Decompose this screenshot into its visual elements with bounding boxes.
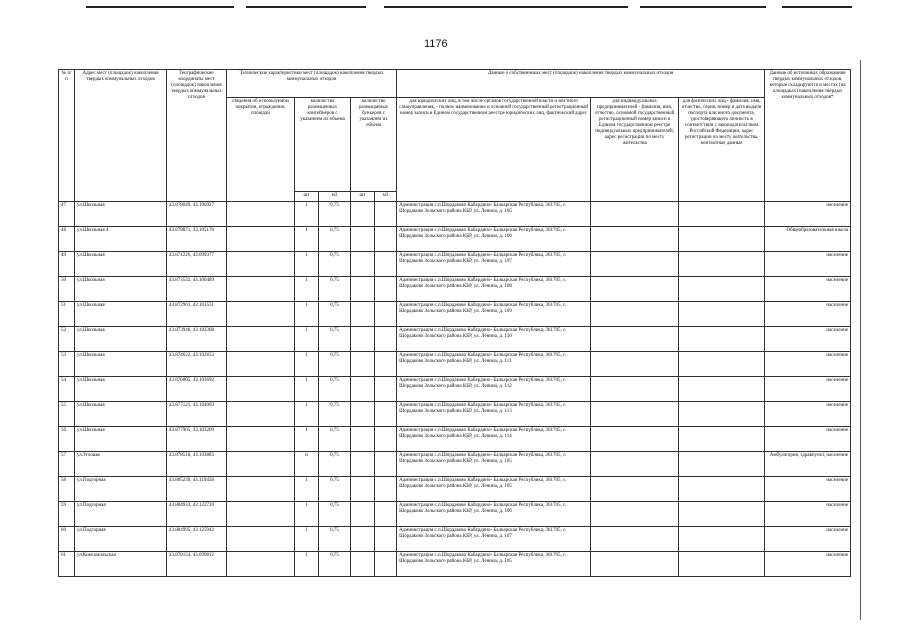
table-row: [59, 202, 851, 227]
row-owner-person: [679, 552, 765, 577]
scan-edge-line: [86, 6, 234, 8]
unit-m3: м3: [375, 192, 397, 202]
row-container-volume: 0,75: [319, 227, 351, 252]
row-container-count: 1: [295, 502, 319, 527]
table-row: [59, 477, 851, 502]
row-container-count: 1: [295, 252, 319, 277]
row-coverage: [227, 377, 295, 402]
row-bunker-count: [351, 377, 375, 402]
row-coords: 43.872961, 43.101551: [167, 302, 227, 327]
row-owner-ip: [591, 327, 679, 352]
header-owner-person: для физических лиц - фамилия, имя, отчество, серия, номер и дата выдачи паспорта или иного документа, удостоверяющего личность в соответствии с законодательством Российской Федерации, адрес регистрации по месту жительства, контактные данные: [679, 98, 765, 202]
row-container-count: 1: [295, 302, 319, 327]
row-coverage: [227, 277, 295, 302]
scan-edge-line: [246, 6, 366, 8]
row-owner-person: [679, 227, 765, 252]
table-row: [59, 227, 851, 252]
row-container-volume: 0,75: [319, 502, 351, 527]
row-coverage: [227, 502, 295, 527]
table-row: [59, 327, 851, 352]
row-owner-ip: [591, 352, 679, 377]
row-bunker-volume: [375, 252, 397, 277]
row-bunker-volume: [375, 502, 397, 527]
table-row: [59, 527, 851, 552]
row-coverage: [227, 327, 295, 352]
row-address: ул.Школьная: [75, 327, 167, 352]
row-coverage: [227, 227, 295, 252]
waste-sites-table: [58, 69, 851, 577]
row-coverage: [227, 527, 295, 552]
row-source: Амбулатория, здравпункт, население: [765, 452, 851, 477]
row-owner-ip: [591, 402, 679, 427]
row-bunker-volume: [375, 277, 397, 302]
row-bunker-count: [351, 352, 375, 377]
row-owner-person: [679, 527, 765, 552]
row-coverage: [227, 352, 295, 377]
row-bunker-volume: [375, 302, 397, 327]
table-row: [59, 377, 851, 402]
row-coords: 43.873946, 43.102308: [167, 327, 227, 352]
table-row: [59, 552, 851, 577]
row-address: ул.Угловая: [75, 452, 167, 477]
header-bunkers: количество размещаемых бункеров с указанием их объема: [351, 98, 397, 192]
row-owner-ip: [591, 277, 679, 302]
row-container-count: 1: [295, 327, 319, 352]
row-owner-legal: Администрация с.п.Шордаково Кабардино- Балкарская Республика, 361705, с. Шордаково Зольского района КБР, ул. Ленина, д. 110: [397, 327, 591, 352]
table-row: [59, 452, 851, 477]
row-number: 48: [59, 227, 75, 252]
row-bunker-volume: [375, 477, 397, 502]
table-row: [59, 277, 851, 302]
row-container-count: 1: [295, 352, 319, 377]
row-container-count: 6: [295, 452, 319, 477]
row-bunker-volume: [375, 377, 397, 402]
table-row: [59, 252, 851, 277]
row-owner-legal: Администрация с.п.Шордаково Кабардино- Балкарская Республика, 361705, с. Шордаково Зольского района КБР, ул. Ленина, д. 107: [397, 252, 591, 277]
unit-pcs: шт: [351, 192, 375, 202]
scan-edge-line: [640, 6, 766, 8]
row-container-count: 1: [295, 527, 319, 552]
row-address: ул.Подгорная: [75, 527, 167, 552]
row-owner-ip: [591, 252, 679, 277]
row-owner-legal: Администрация с.п.Шордаково Кабардино- Балкарская Республика, 361705, с. Шордаково Зольского района КБР, ул. Ленина, д. 112: [397, 377, 591, 402]
row-coords: 43.876005, 43.103692: [167, 377, 227, 402]
row-coords: 43.884995, 43.125942: [167, 527, 227, 552]
row-bunker-volume: [375, 227, 397, 252]
row-source: население: [765, 277, 851, 302]
row-address: ул.Школьная: [75, 252, 167, 277]
row-bunker-volume: [375, 552, 397, 577]
row-bunker-volume: [375, 202, 397, 227]
row-source: Общеобразовательная школа: [765, 227, 851, 252]
row-source: население: [765, 302, 851, 327]
scan-edge-line: [782, 6, 852, 8]
row-bunker-volume: [375, 352, 397, 377]
row-bunker-count: [351, 552, 375, 577]
row-coverage: [227, 302, 295, 327]
row-container-count: 1: [295, 402, 319, 427]
row-bunker-count: [351, 327, 375, 352]
row-address: ул.Школьная: [75, 427, 167, 452]
unit-pcs: шт: [295, 192, 319, 202]
row-container-count: 1: [295, 277, 319, 302]
row-container-volume: 0,75: [319, 427, 351, 452]
row-number: 58: [59, 477, 75, 502]
row-bunker-volume: [375, 327, 397, 352]
row-container-volume: 0,75: [319, 252, 351, 277]
row-container-volume: 0,75: [319, 402, 351, 427]
row-bunker-count: [351, 477, 375, 502]
row-owner-person: [679, 352, 765, 377]
row-number: 52: [59, 327, 75, 352]
row-source: население: [765, 252, 851, 277]
row-owner-ip: [591, 527, 679, 552]
row-bunker-count: [351, 427, 375, 452]
row-owner-legal: Администрация с.п.Шордаково Кабардино- Балкарская Республика, 361705, с. Шордаково Зольского района КБР, ул. Ленина, д. 105: [397, 477, 591, 502]
row-owner-person: [679, 502, 765, 527]
row-coords: 43.885239, 43.119458: [167, 477, 227, 502]
row-owner-legal: Администрация с.п.Шордаково Кабардино- Балкарская Республика, 361705, с. Шордаково Зольского района КБР, ул. Ленина, д. 111: [397, 352, 591, 377]
row-container-count: 1: [295, 477, 319, 502]
row-owner-legal: Администрация с.п.Шордаково Кабардино- Балкарская Республика, 361705, с. Шордаково Зольского района КБР, ул. Ленина, д. 105: [397, 552, 591, 577]
row-number: 51: [59, 302, 75, 327]
scan-edge-line: [384, 6, 628, 8]
row-number: 59: [59, 502, 75, 527]
header-containers: количество размещенных контейнеров с указанием их объема: [295, 98, 351, 192]
row-source: население: [765, 527, 851, 552]
row-owner-ip: [591, 452, 679, 477]
row-container-count: 1: [295, 202, 319, 227]
row-owner-person: [679, 252, 765, 277]
row-coords: 43.878518, 43.103885: [167, 452, 227, 477]
row-owner-ip: [591, 427, 679, 452]
row-source: население: [765, 327, 851, 352]
page-number: 1176: [424, 38, 448, 50]
row-owner-legal: Администрация с.п.Шордаково Кабардино- Балкарская Республика, 361705, с. Шордаково Зольского района КБР, ул. Ленина, д. 105: [397, 452, 591, 477]
row-bunker-count: [351, 277, 375, 302]
row-container-volume: 0,75: [319, 202, 351, 227]
row-container-count: 1: [295, 427, 319, 452]
row-number: 53: [59, 352, 75, 377]
row-coords: 43.878049, 43.106927: [167, 202, 227, 227]
row-bunker-volume: [375, 452, 397, 477]
table-row: [59, 302, 851, 327]
row-address: ул.Подгорная: [75, 502, 167, 527]
row-source: население: [765, 352, 851, 377]
header-owner-ip: для индивидуальных предпринимателей - фамилия, имя, отчество, основной государственный регистрационный номер записи в Едином государственном реестре индивидуальных предпринимателей, адрес регистрации по месту жительства: [591, 98, 679, 202]
row-source: население: [765, 552, 851, 577]
row-container-volume: 0,75: [319, 452, 351, 477]
table-row: [59, 502, 851, 527]
row-coords: 43.877905, 43.103209: [167, 427, 227, 452]
row-coverage: [227, 552, 295, 577]
header-num: № п/п: [59, 70, 75, 202]
header-owners: Данные о собственниках мест (площадок) накопления твердых коммунальных отходов: [397, 70, 765, 98]
row-container-volume: 0,75: [319, 477, 351, 502]
row-container-count: 1: [295, 227, 319, 252]
row-coverage: [227, 452, 295, 477]
row-owner-ip: [591, 227, 679, 252]
row-container-count: 1: [295, 377, 319, 402]
unit-m3: м3: [319, 192, 351, 202]
row-address: ул.Школьная: [75, 352, 167, 377]
row-number: 56: [59, 427, 75, 452]
row-owner-legal: Администрация с.п.Шордаково Кабардино- Балкарская Республика, 361705, с. Шордаково Зольского района КБР, ул. Ленина, д. 113: [397, 402, 591, 427]
row-coverage: [227, 402, 295, 427]
row-container-count: 1: [295, 552, 319, 577]
row-coords: 43.884933, 43.122720: [167, 502, 227, 527]
row-bunker-count: [351, 527, 375, 552]
table-row: [59, 402, 851, 427]
row-container-volume: 0,75: [319, 352, 351, 377]
row-bunker-volume: [375, 427, 397, 452]
row-owner-person: [679, 202, 765, 227]
row-source: население: [765, 502, 851, 527]
row-number: 60: [59, 527, 75, 552]
row-address: ул.Школьная: [75, 277, 167, 302]
row-address: ул.Подгорная: [75, 477, 167, 502]
row-container-volume: 0,75: [319, 302, 351, 327]
row-bunker-count: [351, 402, 375, 427]
row-owner-person: [679, 277, 765, 302]
row-owner-person: [679, 402, 765, 427]
row-owner-legal: Администрация с.п.Шордаково Кабардино- Балкарская Республика, 361705, с. Шордаково Зольского района КБР, ул. Ленина, д. 114: [397, 427, 591, 452]
row-owner-legal: Администрация с.п.Шордаково Кабардино- Балкарская Республика, 361705, с. Шордаково Зольского района КБР, ул. Ленина, д. 107: [397, 527, 591, 552]
row-address: ул.Школьная: [75, 402, 167, 427]
header-sources: Данные об источниках образования твердых коммунальных отходов, которые складируются в местах (на площадках) накопления твердых коммунальных отходов*: [765, 70, 851, 202]
row-coords: 43.873532, 43.100489: [167, 277, 227, 302]
row-source: население: [765, 427, 851, 452]
row-number: 55: [59, 402, 75, 427]
row-number: 61: [59, 552, 75, 577]
row-owner-legal: Администрация с.п.Шордаково Кабардино- Балкарская Республика, 361705, с. Шордаково Зольского района КБР, ул. Ленина, д. 109: [397, 302, 591, 327]
row-source: население: [765, 377, 851, 402]
row-source: население: [765, 477, 851, 502]
row-coverage: [227, 427, 295, 452]
row-owner-person: [679, 302, 765, 327]
row-bunker-volume: [375, 402, 397, 427]
header-owner-legal: для юридических лиц, в том числе органов государственной власти и местного самоуправления, - полное наименование и основной государственный регистрационный номер записи в Едином государственном реестре юридических лиц, фактический адрес: [397, 98, 591, 202]
row-owner-ip: [591, 502, 679, 527]
row-owner-legal: Администрация с.п.Шордаково Кабардино- Балкарская Республика, 361705, с. Шордаково Зольского района КБР, ул. Ленина, д. 106: [397, 227, 591, 252]
scan-margin-line: [860, 60, 861, 620]
row-coverage: [227, 202, 295, 227]
row-owner-ip: [591, 302, 679, 327]
row-number: 54: [59, 377, 75, 402]
row-address: ул.Школьная: [75, 202, 167, 227]
row-owner-person: [679, 377, 765, 402]
row-bunker-count: [351, 502, 375, 527]
row-owner-person: [679, 452, 765, 477]
row-coords: 43.874622, 43.102833: [167, 352, 227, 377]
header-tech: Технические характеристики мест (площадок) накопления твердых коммунальных отходов: [227, 70, 397, 98]
row-owner-ip: [591, 552, 679, 577]
row-coords: 43.871226, 43.099377: [167, 252, 227, 277]
row-owner-legal: Администрация с.п.Шордаково Кабардино- Балкарская Республика, 361705, с. Шордаково Зольского района КБР, ул. Ленина, д. 105: [397, 202, 591, 227]
row-container-volume: 0,75: [319, 552, 351, 577]
row-bunker-count: [351, 202, 375, 227]
row-container-volume: 0,75: [319, 327, 351, 352]
row-number: 50: [59, 277, 75, 302]
row-number: 47: [59, 202, 75, 227]
table-body: [59, 202, 851, 577]
row-owner-person: [679, 327, 765, 352]
row-owner-ip: [591, 377, 679, 402]
header-row: [59, 70, 851, 98]
row-address: ул.Комсомольская: [75, 552, 167, 577]
row-bunker-count: [351, 302, 375, 327]
row-container-volume: 0,75: [319, 527, 351, 552]
row-coords: 43.878154, 43.099812: [167, 552, 227, 577]
table-row: [59, 352, 851, 377]
row-owner-person: [679, 427, 765, 452]
row-coverage: [227, 477, 295, 502]
row-address: ул.Школьная: [75, 302, 167, 327]
header-coords: Географические координаты мест (площадок) накопления твердых коммунальных отходов: [167, 70, 227, 202]
row-bunker-count: [351, 252, 375, 277]
row-source: население: [765, 402, 851, 427]
row-container-volume: 0,75: [319, 377, 351, 402]
row-bunker-count: [351, 227, 375, 252]
header-coverage: сведения об используемом покрытии, ограждении, площади: [227, 98, 295, 202]
row-source: население: [765, 202, 851, 227]
table-row: [59, 427, 851, 452]
row-coords: 43.877121, 43.104003: [167, 402, 227, 427]
header-address: Адрес мест (площадок) накопления твердых коммунальных отходов: [75, 70, 167, 202]
row-owner-legal: Администрация с.п.Шордаково Кабардино- Балкарская Республика, 361705, с. Шордаково Зольского района КБР, ул. Ленина, д. 106: [397, 502, 591, 527]
row-coverage: [227, 252, 295, 277]
row-address: ул.Школьная: [75, 377, 167, 402]
row-owner-ip: [591, 202, 679, 227]
row-owner-ip: [591, 477, 679, 502]
row-owner-person: [679, 477, 765, 502]
row-container-volume: 0,75: [319, 277, 351, 302]
row-number: 57: [59, 452, 75, 477]
row-coords: 43.878871, 43.105176: [167, 227, 227, 252]
row-bunker-volume: [375, 527, 397, 552]
row-owner-legal: Администрация с.п.Шордаково Кабардино- Балкарская Республика, 361705, с. Шордаково Зольского района КБР, ул. Ленина, д. 108: [397, 277, 591, 302]
row-number: 49: [59, 252, 75, 277]
row-address: ул.Школьная 4: [75, 227, 167, 252]
row-bunker-count: [351, 452, 375, 477]
